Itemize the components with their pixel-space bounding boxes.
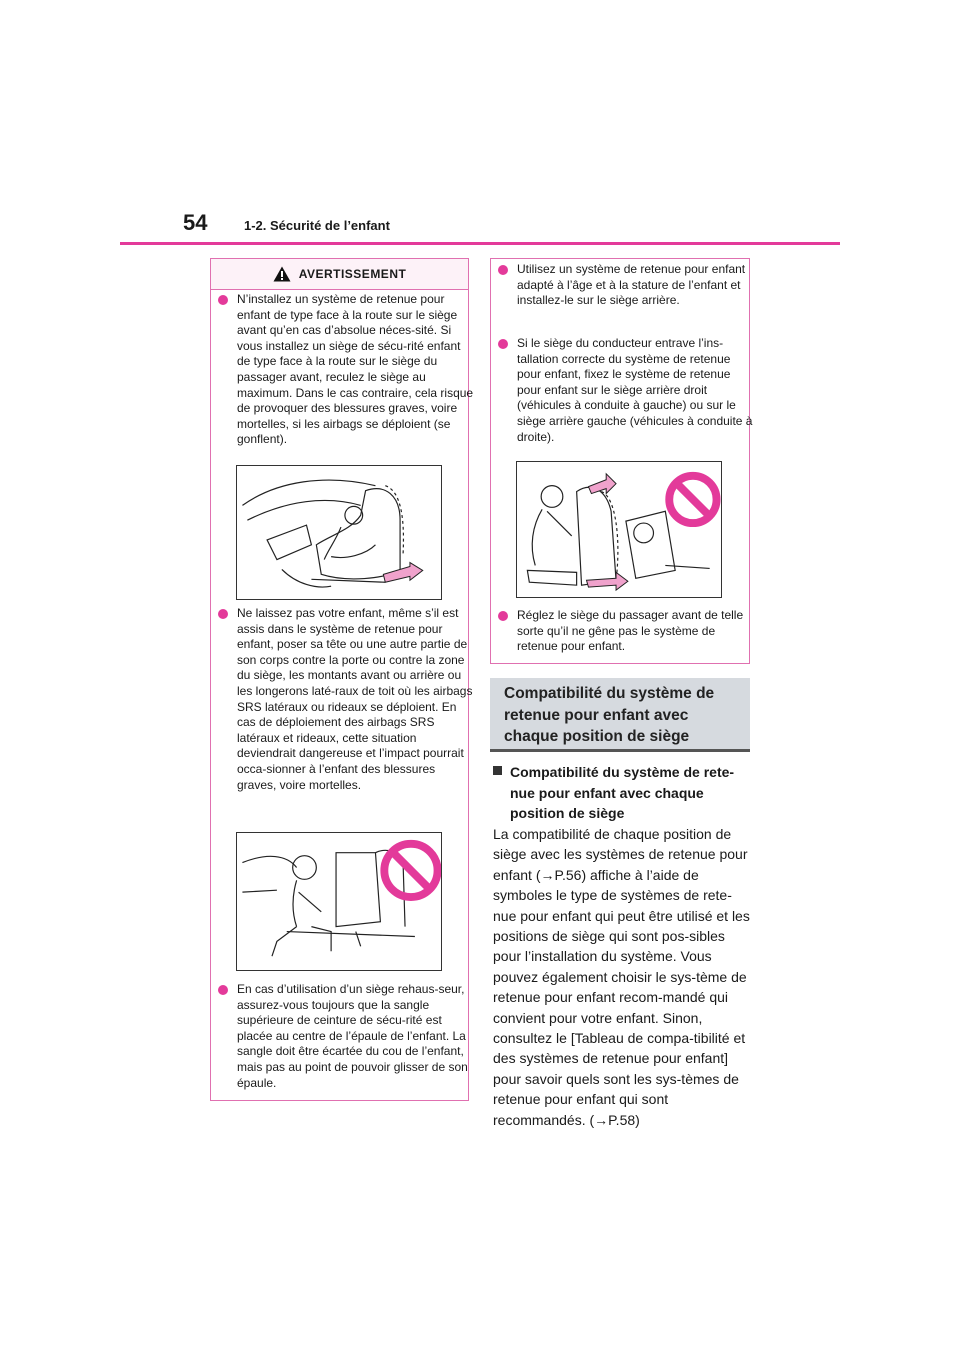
bullet-text: Utilisez un système de retenue pour enfant adapté à l’âge et à la stature de l’enfant et installez-le sur le siège arrière. — [517, 262, 746, 308]
illustration-rear-seat — [236, 832, 442, 971]
warning-triangle-icon — [273, 266, 291, 282]
warning-bullet-2 — [218, 606, 476, 793]
illustration-front-seat — [236, 465, 442, 600]
warning-bullet-3 — [218, 982, 476, 1091]
compat-subheading-text: Compatibilité du système de rete-nue pour enfant avec chaque position de siège — [510, 764, 735, 821]
bullet-dot — [498, 339, 508, 349]
bullet-text: Si le siège du conducteur entrave l’ins-tallation correcte du système de retenue pour enfant, fixez le système de retenue pour enfant sur le siège arrière droit (véhicules à conduite à gauche) ou sur le siège arrière gauche (véhicules à conduite à droite). — [517, 336, 753, 444]
warning-header — [211, 259, 468, 290]
bullet-text: Ne laissez pas votre enfant, même s’il est assis dans le système de retenue pour enfant, poser sa tête ou une autre partie de son corps contre la porte ou contre la zone du siège, les montants avant ou arrière ou les longerons laté-raux de toit où les airbags SRS latéraux ou rideaux se déploient. En cas de déploiement des airbags SRS latéraux et rideaux, cette situation deviendrait dangereuse et l’impact pourrait occa-sionner à l’enfant des blessures graves, voire mortelles. — [237, 606, 473, 792]
bullet-dot — [498, 265, 508, 275]
bullet-text: Réglez le siège du passager avant de telle sorte qu’il ne gêne pas le système de retenue pour enfant. — [517, 608, 744, 654]
front-seat-drawing — [237, 466, 441, 599]
right-bullet-1 — [498, 262, 757, 309]
warning-bullet-1 — [218, 292, 476, 448]
illustration-driver-seat — [516, 461, 722, 598]
bullet-dot — [498, 611, 508, 621]
bullet-dot — [218, 295, 228, 305]
prohibition-icon — [384, 844, 437, 897]
compat-body: La compatibilité de chaque position de siège avec les systèmes de retenue pour enfant (→P.56) affiche à l’aide de symboles le type de systèmes de rete-nue pour enfant qui peut être utilisé et les positions de siège qui sont pos-sibles pour l’installation du système. Vous pouvez également choisir le sys-tème de retenue pour enfant recom-mandé qui convient pour votre enfant. Sinon, consultez le [Tableau de compa-tibilité et des systèmes de retenue pour enfant] pour savoir quels sont les sys-tèmes de retenue pour enfant qui sont recommandés. (→P.58) — [493, 826, 750, 1128]
square-bullet-icon — [493, 766, 502, 775]
right-bullet-3 — [498, 608, 757, 655]
compat-heading: Compatibilité du système de retenue pour enfant avec chaque position de siège — [490, 678, 750, 752]
warning-title: AVERTISSEMENT — [298, 267, 407, 281]
header-rule — [120, 242, 840, 245]
right-bullet-2 — [498, 336, 757, 445]
bullet-text: En cas d’utilisation d’un siège rehaus-seur, assurez-vous toujours que la sangle supérieure de ceinture de sécu-rité est placée au centre de l’épaule de l’enfant. La sangle doit être écartée du cou de l’enfant, mais pas au point de pouvoir glisser de son épaule. — [237, 982, 468, 1090]
compat-subheading — [493, 762, 751, 824]
page-number: 54 — [183, 210, 208, 235]
bullet-dot — [218, 609, 228, 619]
driver-seat-drawing — [517, 462, 721, 597]
section-title: 1-2. Sécurité de l’enfant — [244, 218, 390, 233]
bullet-text: N’installez un système de retenue pour enfant de type face à la route sur le siège avant qu’en cas d’absolue néces-sité. Si vous installez un siège de sécu-rité enfant de type face à la route sur le siège du passager avant, reculez le siège au maximum. Dans le cas contraire, cela risque de provoquer des blessures graves, voire mortelles, si les airbags se déploient (se gonflent). — [237, 292, 474, 447]
prohibition-icon — [669, 476, 716, 523]
bullet-dot — [218, 985, 228, 995]
rear-seat-drawing — [237, 833, 441, 970]
